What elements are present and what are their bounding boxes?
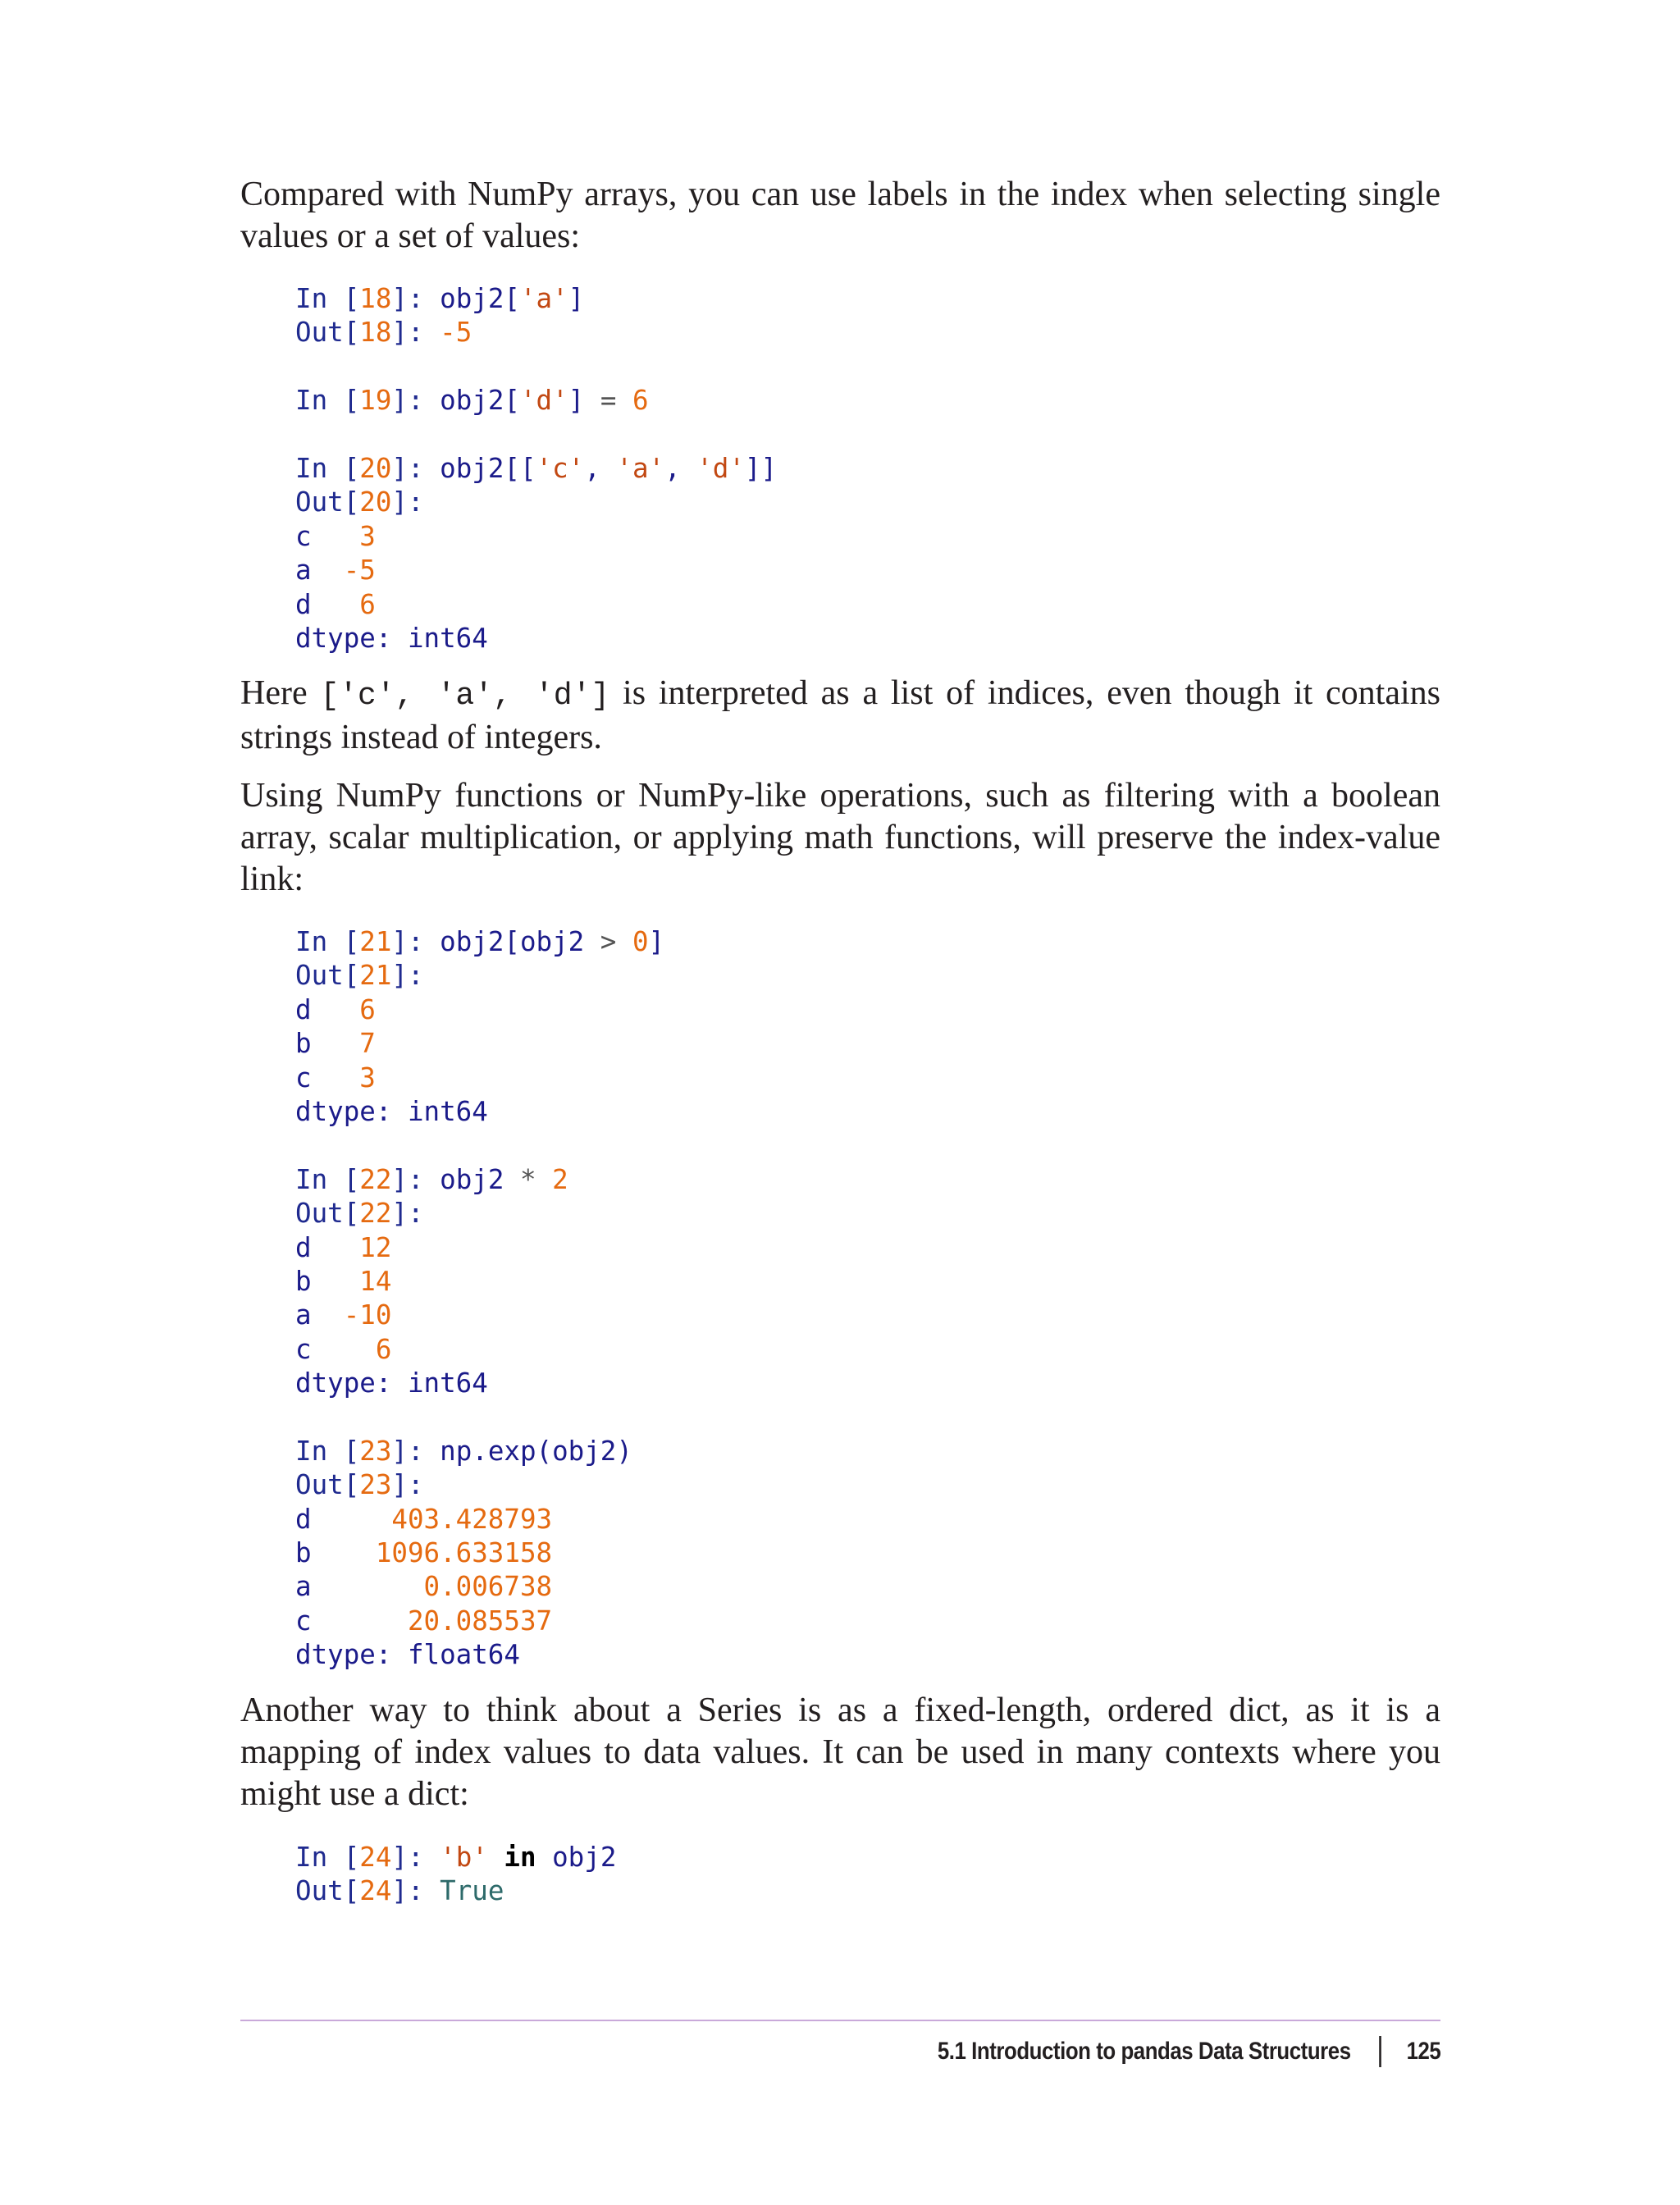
series-row: b 14 (295, 1265, 392, 1297)
running-footer-section: 5.1 Introduction to pandas Data Structures (937, 2038, 1351, 2065)
page-number: 125 (1406, 2038, 1440, 2065)
paragraph-list-of-indices: Here ['c', 'a', 'd'] is interpreted as a list of indices, even though it contains strings instead of integers. (240, 674, 1441, 756)
footer-divider (240, 2020, 1440, 2021)
inline-code: ['c', 'a', 'd'] (320, 678, 610, 714)
series-row: b 1096.633158 (295, 1537, 553, 1569)
footer-separator (1379, 2036, 1381, 2067)
code-block-membership: In [24]: 'b' in obj2 Out[24]: True (295, 1842, 617, 1907)
code-block-indexing: In [18]: obj2['a'] Out[18]: -5 In [19]: obj2['d'] = 6 In [20]: obj2[['c', 'a', 'd']] Out[20]: c 3 a -5 d 6 dtype: int64 (295, 283, 778, 654)
paragraph-numpy-operations: Using NumPy functions or NumPy-like operations, such as filtering with a boolean array, scalar multiplication, or applying math functions, will preserve the index-value link: (240, 777, 1440, 898)
series-row: a 0.006738 (295, 1571, 553, 1603)
paragraph-series-as-dict: Another way to think about a Series is as a fixed-length, ordered dict, as it is a mapping of index values to data values. It can be used in many contexts where you might use a dict: (240, 1691, 1440, 1813)
page-footer (938, 2031, 1440, 2072)
series-row: c 3 (295, 520, 376, 552)
series-row: d 403.428793 (295, 1503, 553, 1535)
series-row: b 7 (295, 1028, 376, 1060)
series-row: d 12 (295, 1231, 392, 1263)
series-row: a -10 (295, 1299, 392, 1331)
paragraph-label-selection: Compared with NumPy arrays, you can use labels in the index when selecting single values or a set of values: (240, 176, 1440, 255)
series-row: c 6 (295, 1333, 392, 1365)
series-row: d 6 (295, 993, 376, 1025)
series-row: d 6 (295, 588, 376, 620)
series-row: c 20.085537 (295, 1605, 553, 1637)
series-row: a -5 (295, 555, 376, 587)
series-row: c 3 (295, 1061, 376, 1093)
code-block-operations: In [21]: obj2[obj2 > 0] Out[21]: d 6 b 7 c 3 dtype: int64 In [22]: obj2 * 2 Out[22]: d 12 b 14 a -10 c 6 dtype: int64 In [23]: np.exp(obj2) Out[23]: d 403.428793 b 1096.633158 a 0.006738 c 20.085537 dtype: float64 (295, 926, 665, 1671)
